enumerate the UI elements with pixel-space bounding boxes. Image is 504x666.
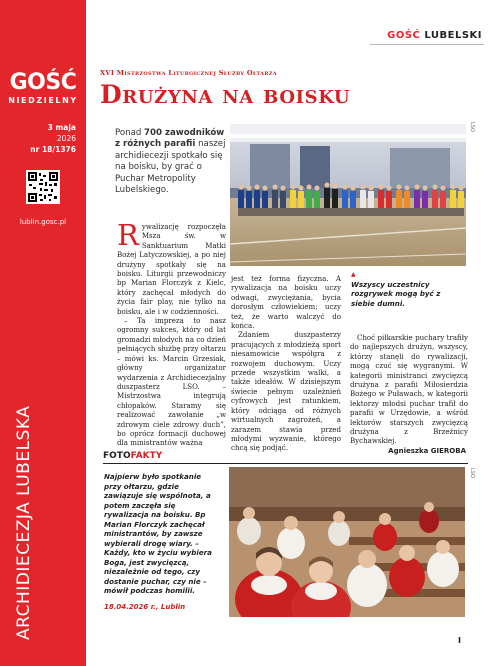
qr-code-icon[interactable] [26,170,60,204]
article-author: Agnieszka GIEROBA [388,447,466,455]
brand-gosc: GOŚĆ [387,30,421,41]
website-link[interactable]: lublin.gosc.pl [19,218,67,226]
sidebar-strip [0,0,86,666]
page-number: I [458,636,461,645]
article-column-3 [350,333,468,446]
issue-year: 2026 [56,134,76,143]
paragraph-text: ywalizację rozpoczęła Msza św. w Sanktuarium Matki Bożej Latyczowskiej, a po niej drużyny spotkały się na boisku. Liturgii przewodniczy bp Marian Florczyk z Kielc, który zachęcał młodych do życia fair play, nie tylko na boisku, ale i w codzienności. [117,222,226,316]
fotofakty-date: 18.04.2026 r., Lublin [104,603,186,611]
logo-sub: NIEDZIELNY [8,96,78,105]
article-column-2 [231,274,341,453]
lead-text-c: naszej archidiecezji spotkało się na boisku, by grać o Puchar Metropolity Lubelskiego. [115,139,226,196]
paragraph [117,218,226,316]
altar-servers-photo [229,467,465,617]
photo-credit: LSO [469,122,475,132]
photo-caption: Wszyscy uczestnicy rozgrywek mogą być z siebie dumni. [351,280,441,308]
issue-date: 3 maja [47,123,76,132]
paragraph: Zdaniem duszpasterzy pracujących z młodzieżą sport niesamowicie współgra z rozwojem duchowym. Uczy przede wszystkim walki, a także ideałów. W dzisiejszym świecie pełnym uzależnień cyfrowych jest ratunkiem, który odciąga od różnych wirtualnych zagrożeń, a zarazem stawia przed młodymi wyzwanie, którego chcą się podjąć. [231,330,341,453]
article-kicker: XVI Mistrzostwa Liturgicznej Służby Ołtarza [100,69,277,77]
caption-arrow-icon: ▲ [351,271,356,278]
article-column-1 [117,218,226,448]
brand-header [387,30,482,41]
magazine-logo [7,72,79,112]
lead-text-a: Ponad [115,128,145,138]
fotofakty-text: Najpierw było spotkanie przy ołtarzu, gdzie zawiązuje się wspólnota, a potem zaczęła się rywalizacja na boisku. Bp Marian Florczyk zachęcał ministrantów, by zawsze wybierali drogę wiary. – Każdy, kto w życiu wybiera Boga, jest zwycięzcą, niezależnie od tego, czy dostanie puchar, czy nie – mówił podczas homilii. [104,472,212,595]
paragraph: jest też forma fizyczna. A rywalizacja na boisku uczy odwagi, zwyciężania, bycia dorosłym człowiekiem; uczy też, że warto walczyć do końca. [231,274,341,331]
brand-region: LUBELSKI [424,30,482,41]
issue-number: nr 18/1376 [30,145,76,154]
article-headline: Drużyna na boisku [100,80,351,109]
header-divider [370,44,484,45]
paragraph: – Ta impreza to nasz ogromny sukces, który od lat gromadzi młodych na co dzień pełniących służbę przy ołtarzu – mówi ks. Marcin Grzesiak, główny organizator wydarzenia z Archidiecezjalny duszpasterz LSO. – Mistrzostwa integrują chłopaków. Staramy się realizować zawołanie „w zdrowym ciele zdrowy duch”, bo oprócz formacji duchowej dla ministrantów ważna [117,316,226,448]
dropcap: R [117,218,139,252]
team-photo [230,124,466,266]
lead-text-bold: 700 zawodników z różnych parafii [115,128,225,150]
logo-main: GOŚĆ [9,70,77,95]
article-lead [115,128,227,196]
fotofakty-divider [103,463,468,464]
photo-credit: LSO [469,468,475,478]
fotofakty-label-a: FOTO [103,451,131,461]
fotofakty-label-b: FAKTY [130,451,163,461]
issue-info [10,122,76,155]
fotofakty-label [103,451,162,461]
vertical-section-label: ARCHIDIECEZJA LUBELSKA [14,405,34,640]
paragraph: Choć piłkarskie puchary trafiły do najlepszych drużyn, wszyscy, którzy stanęli do rywalizacji, mogą czuć się wygranymi. W kategorii ministranci zwycięzcą drużyna z parafii Miłosierdzia Bożego w Puławach, w kategorii lektorzy młodsi puchar trafił do parafii w Urzędowie, a wśród lektorów starszych zwycięzcą drużyna z Brzeźnicy Bychawskiej. [350,333,468,446]
